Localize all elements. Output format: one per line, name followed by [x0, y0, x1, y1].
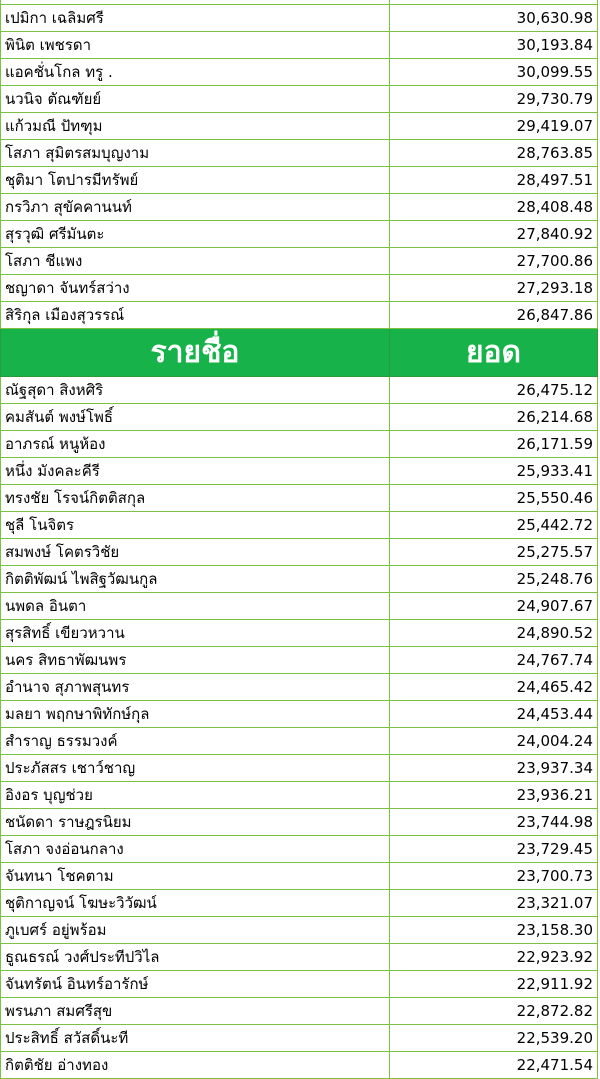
table-row [1, 755, 598, 782]
amount-cell[interactable]: 25,248.76 [390, 566, 598, 593]
amount-cell[interactable]: 24,465.42 [390, 674, 598, 701]
name-cell[interactable]: สมพงษ์ โคตรวิชัย [1, 539, 390, 566]
name-cell[interactable]: อิงอร บุญช่วย [1, 782, 390, 809]
name-cell[interactable]: ชุติกาญจน์ โฆษะวิวัฒน์ [1, 890, 390, 917]
table-row [1, 539, 598, 566]
name-cell[interactable]: จันทนา โชคตาม [1, 863, 390, 890]
amount-cell[interactable]: 23,729.45 [390, 836, 598, 863]
table-row [1, 377, 598, 404]
name-cell[interactable]: สุรสิทธิ์ เขียวหวาน [1, 620, 390, 647]
amount-cell[interactable]: 24,907.67 [390, 593, 598, 620]
table-row [1, 1025, 598, 1052]
amount-cell[interactable]: 29,730.79 [390, 86, 598, 113]
table-row [1, 593, 598, 620]
amount-cell[interactable]: 23,158.30 [390, 917, 598, 944]
name-cell[interactable]: ชญาดา จันทร์สว่าง [1, 275, 390, 302]
table-row [1, 86, 598, 113]
header-row [1, 329, 598, 377]
name-cell[interactable]: โสภา จงอ่อนกลาง [1, 836, 390, 863]
amount-cell[interactable]: 24,453.44 [390, 701, 598, 728]
header-name-label: รายชื่อ [1, 329, 390, 377]
name-cell[interactable]: สำราญ ธรรมวงค์ [1, 728, 390, 755]
amount-cell[interactable]: 24,004.24 [390, 728, 598, 755]
amount-cell[interactable]: 22,911.92 [390, 971, 598, 998]
name-cell[interactable]: ณัฐสุดา สิงหศิริ [1, 377, 390, 404]
table-row [1, 458, 598, 485]
amount-cell[interactable]: 25,442.72 [390, 512, 598, 539]
amount-cell[interactable]: 23,937.34 [390, 755, 598, 782]
table-row [1, 647, 598, 674]
table-row [1, 485, 598, 512]
table-row [1, 863, 598, 890]
amount-cell[interactable]: 30,193.84 [390, 32, 598, 59]
table-row [1, 5, 598, 32]
table-row [1, 221, 598, 248]
amount-cell[interactable]: 24,890.52 [390, 620, 598, 647]
table-row [1, 512, 598, 539]
amount-cell[interactable]: 27,293.18 [390, 275, 598, 302]
name-cell[interactable]: พินิต เพชรดา [1, 32, 390, 59]
table-row [1, 32, 598, 59]
amount-cell[interactable]: 25,550.46 [390, 485, 598, 512]
table-row [1, 59, 598, 86]
table-row [1, 728, 598, 755]
name-cell[interactable]: คมสันต์ พงษ์โพธิ์ [1, 404, 390, 431]
table-row [1, 113, 598, 140]
amount-cell[interactable]: 24,767.74 [390, 647, 598, 674]
name-cell[interactable]: กิตติพัฒน์ ไพสิฐวัฒนกูล [1, 566, 390, 593]
amount-cell[interactable]: 28,497.51 [390, 167, 598, 194]
amount-cell[interactable]: 26,847.86 [390, 302, 598, 329]
name-cell[interactable]: โสภา ชีแพง [1, 248, 390, 275]
name-cell[interactable]: ประภัสสร เชาว์ชาญ [1, 755, 390, 782]
amount-cell[interactable]: 27,840.92 [390, 221, 598, 248]
header-amount-label: ยอด [390, 329, 598, 377]
name-cell[interactable]: แก้วมณี ปัทฑุม [1, 113, 390, 140]
table-row [1, 1052, 598, 1079]
amount-cell[interactable]: 26,214.68 [390, 404, 598, 431]
amount-cell[interactable]: 28,763.85 [390, 140, 598, 167]
amount-cell[interactable]: 23,744.98 [390, 809, 598, 836]
amount-cell[interactable]: 23,700.73 [390, 863, 598, 890]
name-cell[interactable]: ภูเบศร์ อยู่พร้อม [1, 917, 390, 944]
amount-cell[interactable]: 22,539.20 [390, 1025, 598, 1052]
table-row [1, 404, 598, 431]
name-cell[interactable]: อำนาจ สุภาพสุนทร [1, 674, 390, 701]
amount-cell[interactable]: 22,872.82 [390, 998, 598, 1025]
amount-cell[interactable]: 30,630.98 [390, 5, 598, 32]
amount-cell[interactable]: 30,099.55 [390, 59, 598, 86]
name-cell[interactable]: โสภา สุมิตรสมบุญงาม [1, 140, 390, 167]
name-cell[interactable]: ชุติมา โตปารมีทรัพย์ [1, 167, 390, 194]
amount-cell[interactable]: 27,700.86 [390, 248, 598, 275]
name-cell[interactable]: กรวิภา สุขัคคานนท์ [1, 194, 390, 221]
amount-cell[interactable]: 25,275.57 [390, 539, 598, 566]
table-row [1, 809, 598, 836]
table-row [1, 890, 598, 917]
name-cell[interactable]: พรนภา สมศรีสุข [1, 998, 390, 1025]
table-row [1, 917, 598, 944]
name-cell[interactable]: ชนัดดา ราษฎรนิยม [1, 809, 390, 836]
name-cell[interactable]: แอคชั่นโกล ทรู . [1, 59, 390, 86]
table-row [1, 836, 598, 863]
name-cell[interactable]: อาภรณ์ หนูห้อง [1, 431, 390, 458]
name-cell[interactable]: นพดล อินตา [1, 593, 390, 620]
name-cell[interactable]: ทรงชัย โรจน์กิตติสกุล [1, 485, 390, 512]
table-row [1, 566, 598, 593]
amount-cell[interactable]: 28,408.48 [390, 194, 598, 221]
table-row [1, 971, 598, 998]
amount-cell[interactable]: 26,475.12 [390, 377, 598, 404]
name-cell[interactable]: กิตติชัย อ่างทอง [1, 1052, 390, 1079]
table-row [1, 167, 598, 194]
name-cell[interactable]: สิริกุล เมืองสุวรรณ์ [1, 302, 390, 329]
amount-cell[interactable]: 23,321.07 [390, 890, 598, 917]
table-row [1, 431, 598, 458]
table-row [1, 620, 598, 647]
amount-cell[interactable]: 29,419.07 [390, 113, 598, 140]
amount-cell[interactable]: 22,923.92 [390, 944, 598, 971]
table-row [1, 674, 598, 701]
table-row [1, 998, 598, 1025]
table-row [1, 248, 598, 275]
table-row [1, 275, 598, 302]
amount-cell[interactable]: 23,936.21 [390, 782, 598, 809]
table-row [1, 302, 598, 329]
table-row [1, 194, 598, 221]
name-cell[interactable]: ชุลี โนจิตร [1, 512, 390, 539]
table-row [1, 701, 598, 728]
name-cell[interactable]: นคร สิทธาพัฒนพร [1, 647, 390, 674]
name-cell[interactable]: หนึ่ง มังคละคีรี [1, 458, 390, 485]
name-cell[interactable]: เปมิกา เฉลิมศรี [1, 5, 390, 32]
amount-cell[interactable]: 26,171.59 [390, 431, 598, 458]
table-row [1, 944, 598, 971]
name-cell[interactable]: นวนิจ ตัณฑัยย์ [1, 86, 390, 113]
table-row [1, 140, 598, 167]
name-cell[interactable]: ธูณธรณ์ วงศ์ประทีปวิไล [1, 944, 390, 971]
table-row [1, 782, 598, 809]
name-cell[interactable]: จันทรัตน์ อินทร์อารักษ์ [1, 971, 390, 998]
name-cell[interactable]: ประสิทธิ์ สวัสดิ์นะที [1, 1025, 390, 1052]
name-cell[interactable]: สุรวุฒิ ศรีมันตะ [1, 221, 390, 248]
amount-cell[interactable]: 25,933.41 [390, 458, 598, 485]
amount-cell[interactable]: 22,471.54 [390, 1052, 598, 1079]
name-cell[interactable]: มลยา พฤกษาพิทักษ์กุล [1, 701, 390, 728]
